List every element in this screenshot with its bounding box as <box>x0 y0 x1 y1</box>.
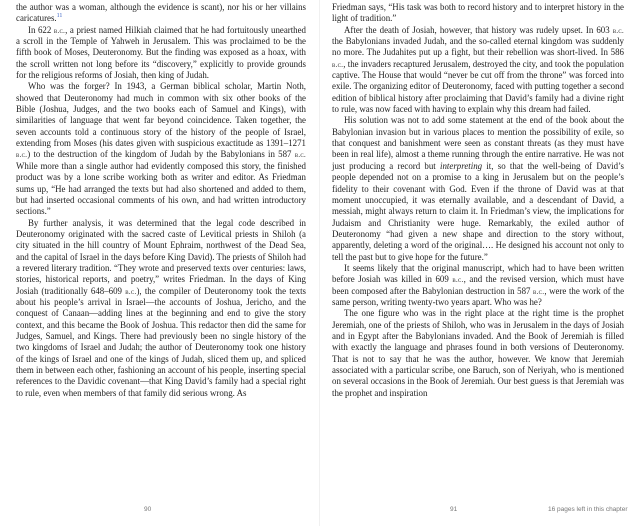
era-abbreviation: b.c. <box>16 150 28 160</box>
text-run: His solution was not to add some statement at the end of the book about the Babylonian invasion but in various places to mention the possibility of exile, so that conquest and banishment were seen as constant threats (as they must have been in real life), almost a theme running through the entire narrative. He was not just producing a record but <box>332 115 624 171</box>
text-run: the Babylonians invaded Judah, and the so-called eternal kingdom was suddenly no more. The Judahites put up a fight, but their rebellion was short-lived. In 586 <box>332 36 624 58</box>
era-abbreviation: b.c. <box>294 150 306 160</box>
era-abbreviation: b.c. <box>612 25 624 35</box>
text-run: The one figure who was in the right place at the right time is the prophet Jeremiah, one of the priests of Shiloh, who was in Jerusalem in the days of Josiah and in Egypt after the Babylonians invaded. And the Book of Jeremiah is filled with exactly the language and phrases found in both versions of Deuteronomy. That is not to say that he was the author, however. We know that Jeremiah associated with a particular scribe, one Baruch, son of Neriyah, who is mentioned on several occasions in the Book of Jeremiah. Our best guess is that Jeremiah was the prophet and inspiration <box>332 308 624 398</box>
paragraph <box>332 308 624 399</box>
text-run: , the invaders recaptured Jerusalem, destroyed the city, and took the population captive. The House that would “never be cut off from the throne” was forced into exile. The organizing editor of Deuteronomy, faced with putting together a second edition of biblical history after proclaiming that David’s family had a divine right to rule, was now faced with having to explain why this dream had failed. <box>332 58 624 115</box>
text-run: , a priest named Hilkiah claimed that he had fortuitously unearthed a scroll in the Temple of Yahweh in Jerusalem. This was proclaimed to be the fifth book of Moses, Deuteronomy. But the finding was exposed as a hoax, with the scroll written not long before its “discovery,” explicitly to provide grounds for the religious reforms of Josiah, then king of Judah. <box>16 24 306 81</box>
right-page-text <box>332 0 624 399</box>
text-run: ) to the destruction of the kingdom of Judah by the Babylonians in 587 <box>27 149 295 160</box>
emphasis-text: interpreting <box>440 160 483 171</box>
right-page-number: 91 <box>450 506 458 513</box>
text-run: ), the compiler of Deuteronomy took the texts about his people’s arrival in Israel—the accounts of Joshua, Jericho, and the conquest of Canaan—adding lines at the beginning and end to give the story context, and this became the Book of Joshua. This redactor then did the same for Judges, Samuel, and Kings. There had previously been no single history of the two kingdoms of Israel and Judah; the author of Deuteronomy took one history of the kings of Israel and one of the kings of Judah, sliced them up, and spliced them in between each other, fashioning an account of his people, inserting special references to the Davidic covenant—that King David’s family had a special right to rule, even when members of that family did serious wrong. As <box>16 285 306 398</box>
text-run: It seems likely that the original manuscript, which had to have been written before Josiah was killed in 609 <box>332 262 624 285</box>
left-page-text <box>16 0 306 399</box>
right-page <box>320 0 640 526</box>
footnote-link[interactable]: 11 <box>56 13 63 20</box>
text-run: , were the work of the same person, writing twenty-two years apart. Who was he? <box>332 285 625 307</box>
paragraph <box>16 25 306 82</box>
text-run: In 622 <box>28 24 54 35</box>
paragraph <box>332 25 624 116</box>
era-abbreviation: b.c. <box>53 25 66 35</box>
text-run: the author was a woman, although the evidence is scant), nor his or her villains caricatures. <box>16 2 306 24</box>
era-abbreviation: b.c. <box>125 286 137 296</box>
text-run: By further analysis, it was determined that the legal code described in Deuteronomy originated with the sacred caste of Levitical priests in Shiloh (a city situated in the hill country of Mount Ephraim, northwest of the Dead Sea, and the capital of Israel in the days before King David). The priests of Shiloh had a revered literary tradition. “They wrote and preserved texts over centuries: laws, stories, historical reports, and poetry,” writes Friedman. In the days of King Josiah (traditionally 648–609 <box>16 217 306 296</box>
text-run: , and the revised version, which must have been composed after the Babylonian destruction in 587 <box>332 274 624 296</box>
paragraph <box>332 115 624 262</box>
text-run: Who was the forger? In 1943, a German biblical scholar, Martin Noth, showed that Deuteronomy had much in common with six other books of the Bible (Joshua, Judges, and the two books each of Samuel and Kings), with similarities of language that went far beyond coincidence. Taken together, the seven accounts told a continuous story of the history of the people of Israel, extending from Moses (his dates given with suspicious exactitude as 1391–1271 <box>16 81 306 149</box>
paragraph <box>332 2 624 25</box>
text-run: After the death of Josiah, however, that history was rudely upset. In 603 <box>344 24 613 35</box>
era-abbreviation: b.c. <box>533 286 545 296</box>
paragraph <box>16 218 306 400</box>
text-run: While more than a single author had evidently composed this story, the finished product was by a lone scribe working both as writer and editor. As Friedman sums up, “He had arranged the texts but had also shortened and added to them, but had inserted occasional comments of his own, and had written introductory sections.” <box>16 160 306 217</box>
text-run: it, so that the well-being of David’s people depended not on a promise to a king in Jerusalem but on the people’s fidelity to their covenant with God. Even if the throne of David was at that moment unoccupied, it was eternally available, and a descendant of David, a messiah, might always return to claim it. In Friedman’s view, the implications for Judaism and Christianity were huge. Remarkably, the exiled author of Deuteronomy “had given a new shape and direction to the story without, apparently, deleting a word of the original…. He designed his account not only to tell the past but to give hope for the future.” <box>332 160 624 262</box>
paragraph <box>16 2 306 25</box>
left-page-number: 90 <box>144 506 152 513</box>
paragraph <box>332 263 624 308</box>
pages-left-indicator: 16 pages left in this chapter <box>548 506 628 513</box>
era-abbreviation: b.c. <box>332 59 344 69</box>
paragraph <box>16 81 306 217</box>
text-run: Friedman says, “His task was both to record history and to interpret history in the light of tradition.” <box>332 2 624 24</box>
era-abbreviation: b.c. <box>452 275 464 285</box>
